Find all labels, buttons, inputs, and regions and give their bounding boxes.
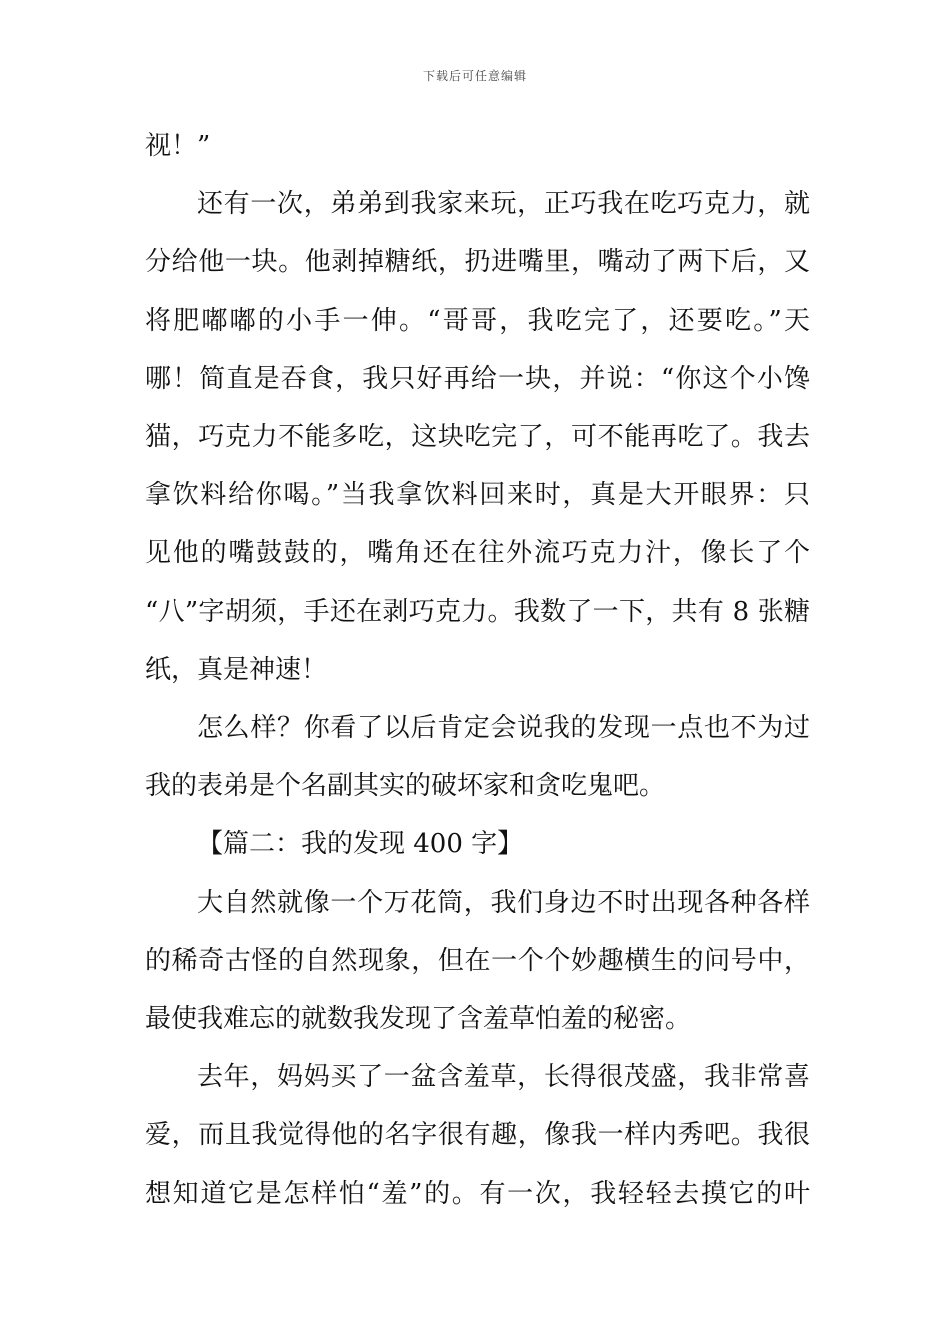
text-line: 猫，巧克力不能多吃，这块吃完了，可不能再吃了。我去 <box>145 422 810 452</box>
text-line: 见他的嘴鼓鼓的，嘴角还在往外流巧克力汁，像长了个 <box>145 538 810 569</box>
text-line: 怎么样？你看了以后肯定会说我的发现一点也不为过 <box>197 713 810 743</box>
text-line: 【篇二：我的发现 400 字】 <box>197 829 524 860</box>
text-line: 的稀奇古怪的自然现象，但在一个个妙趣横生的问号中， <box>145 945 810 976</box>
page-header: 下载后可任意编辑 <box>422 69 527 83</box>
text-line: 我的表弟是个名副其实的破坏家和贪吃鬼吧。 <box>145 771 666 802</box>
text-line: 想知道它是怎样怕“羞”的。有一次，我轻轻去摸它的叶 <box>145 1178 810 1209</box>
text-line: 视！” <box>145 131 211 161</box>
text-line: 去年，妈妈买了一盆含羞草，长得很茂盛，我非常喜 <box>197 1062 810 1093</box>
text-line: 爱，而且我觉得他的名字很有趣，像我一样内秀吧。我很 <box>145 1120 810 1151</box>
text-line: 大自然就像一个万花筒，我们身边不时出现各种各样 <box>197 887 810 918</box>
text-line: 还有一次，弟弟到我家来玩，正巧我在吃巧克力，就 <box>197 189 810 220</box>
text-line: “八”字胡须，手还在剥巧克力。我数了一下，共有 8 张糖 <box>145 596 810 627</box>
text-line: 拿饮料给你喝。”当我拿饮料回来时，真是大开眼界：只 <box>145 480 810 511</box>
text-line: 哪！简直是吞食，我只好再给一块，并说：“你这个小馋 <box>145 363 810 394</box>
text-line: 将肥嘟嘟的小手一伸。“哥哥，我吃完了，还要吃。”天 <box>145 305 810 336</box>
text-line: 分给他一块。他剥掉糖纸，扔进嘴里，嘴动了两下后，又 <box>145 247 810 278</box>
text-line: 纸，真是神速！ <box>145 654 328 685</box>
text-line: 最使我难忘的就数我发现了含羞草怕羞的秘密。 <box>145 1004 692 1034</box>
